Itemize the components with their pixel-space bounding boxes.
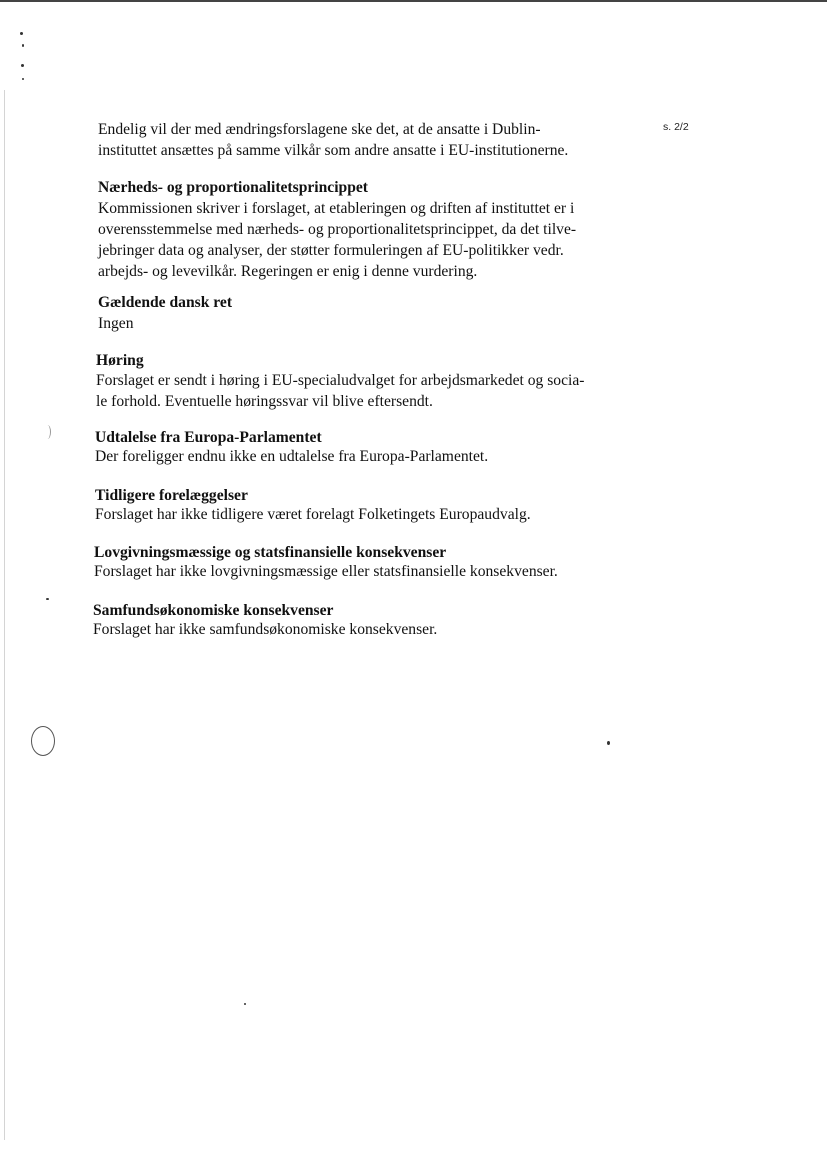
text-line: arbejds- og levevilkår. Regeringen er enig i denne vurdering.	[98, 263, 478, 280]
section-heading-parliament: Udtalelse fra Europa-Parlamentet	[95, 429, 322, 446]
text-line: Kommissionen skriver i forslaget, at etableringen og driften af instituttet er i	[98, 200, 575, 217]
section-body-subsidiarity	[98, 198, 576, 282]
section-heading-danish-law: Gældende dansk ret	[98, 294, 233, 311]
section-body-parliament	[95, 446, 488, 467]
section-body-legal-financial	[94, 561, 558, 582]
scan-speck	[607, 741, 610, 745]
text-line: le forhold. Eventuelle høringssvar vil blive eftersendt.	[96, 393, 433, 410]
section-body-economic	[93, 619, 437, 640]
punch-hole	[31, 726, 55, 756]
scan-speck	[21, 64, 24, 67]
text-line: Forslaget er sendt i høring i EU-specialudvalget for arbejdsmarkedet og socia-	[96, 372, 585, 389]
text-line: Ingen	[98, 315, 134, 332]
section-body-consultation	[96, 370, 584, 412]
text-line: overensstemmelse med nærheds- og proportionalitetsprincippet, da det tilve-	[98, 221, 577, 238]
section-heading-economic: Samfundsøkonomiske konsekvenser	[93, 602, 334, 619]
text-line: jebringer data og analyser, der støtter formuleringen af EU-politikker vedr.	[98, 242, 564, 259]
scan-speck	[46, 598, 49, 600]
text-line: instituttet ansættes på samme vilkår som andre ansatte i EU-institutionerne.	[98, 142, 569, 159]
scan-speck	[22, 44, 24, 47]
text-line: Der foreligger endnu ikke en udtalelse fra Europa-Parlamentet.	[95, 448, 489, 465]
section-heading-consultation: Høring	[96, 352, 144, 369]
scan-arc	[44, 425, 51, 439]
text-line: Forslaget har ikke samfundsøkonomiske konsekvenser.	[93, 621, 438, 638]
text-line: Endelig vil der med ændringsforslagene ske det, at de ansatte i Dublin-	[98, 121, 541, 138]
scan-speck	[22, 78, 24, 80]
text-line: Forslaget har ikke tidligere været forelagt Folketingets Europaudvalg.	[95, 506, 531, 523]
section-body-danish-law	[98, 313, 134, 334]
section-heading-subsidiarity: Nærheds- og proportionalitetsprincippet	[98, 179, 369, 196]
text-line: Forslaget har ikke lovgivningsmæssige eller statsfinansielle konsekvenser.	[94, 563, 558, 580]
scan-speck	[20, 32, 23, 35]
scan-speck	[244, 1003, 246, 1005]
section-heading-legal-financial: Lovgivningsmæssige og statsfinansielle konsekvenser	[94, 544, 447, 561]
section-heading-previous: Tidligere forelæggelser	[95, 487, 248, 504]
section-body-previous	[95, 504, 531, 525]
page-number: s. 2/2	[663, 121, 689, 133]
intro-paragraph	[98, 119, 568, 161]
